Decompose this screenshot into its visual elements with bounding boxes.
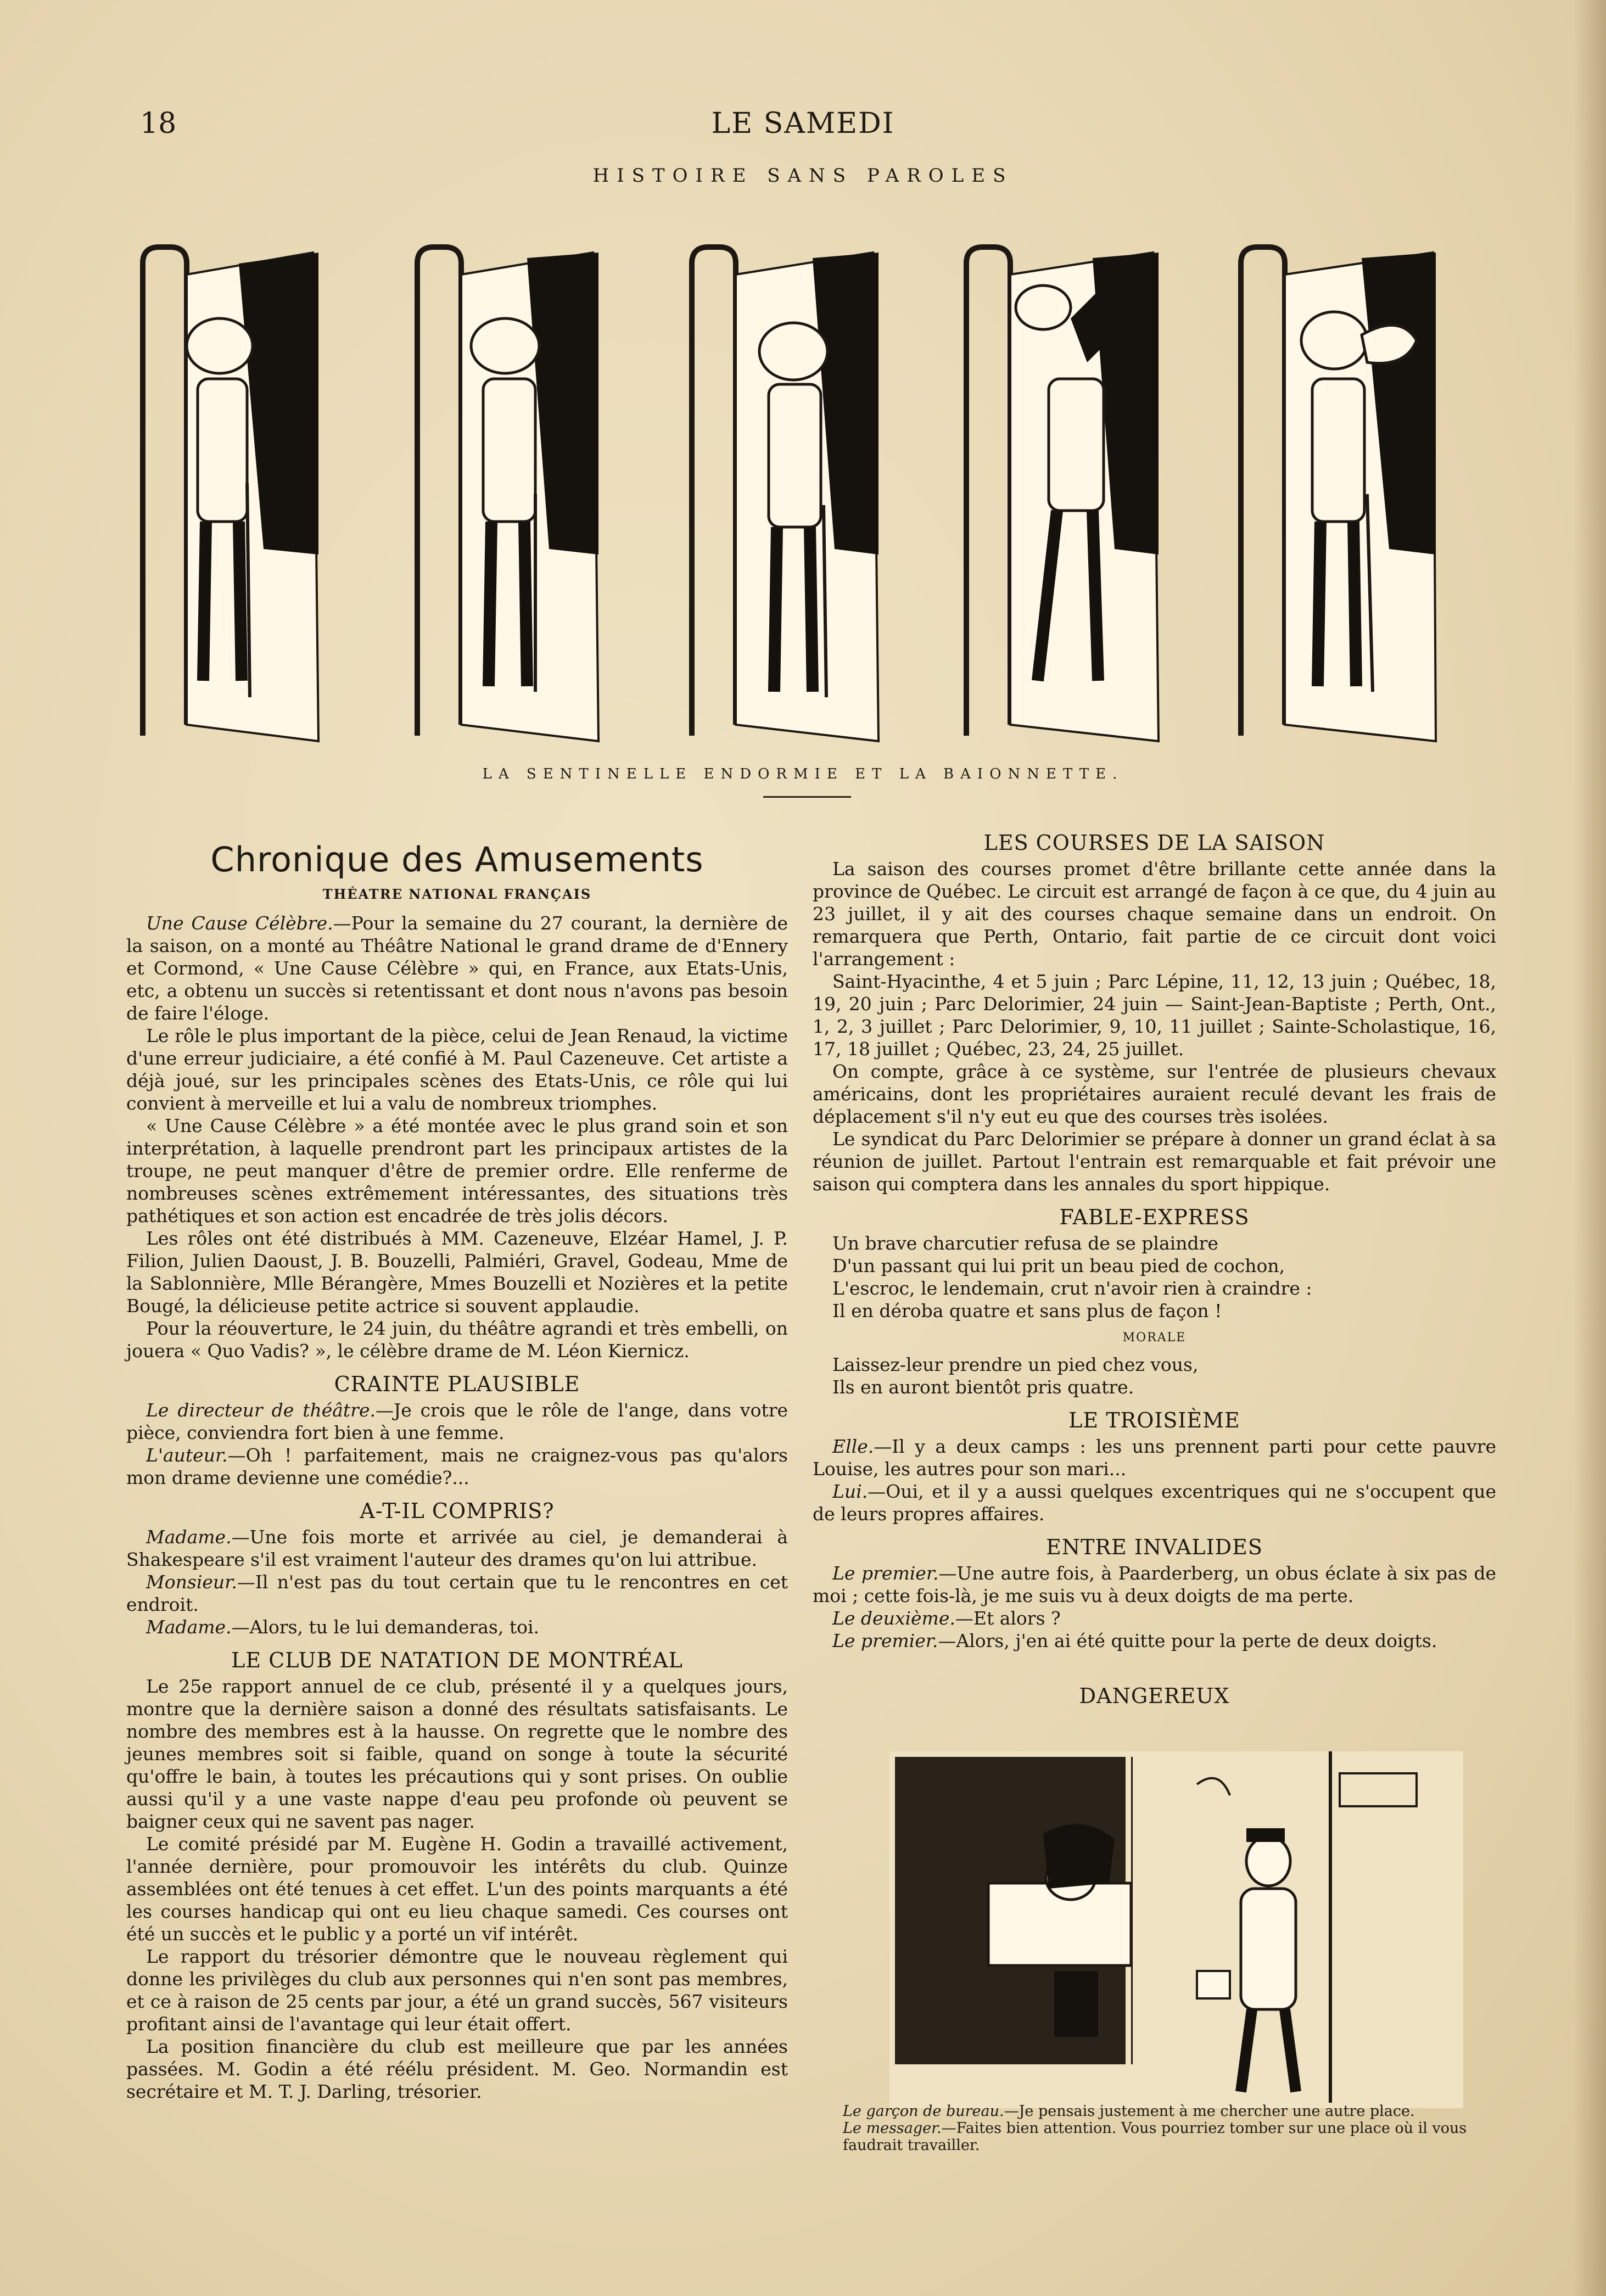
crainte-heading: CRAINTE PLAUSIBLE <box>334 1372 580 1396</box>
page-edge-shadow <box>1573 0 1606 2296</box>
section-title: Chronique des Amusements <box>210 839 704 880</box>
troisieme-heading: LE TROISIÈME <box>1068 1408 1240 1432</box>
theatre-heading: THÉATRE NATIONAL FRANÇAIS <box>322 886 592 902</box>
dialogue-line: L'auteur.—Oh ! parfaitement, mais ne craignez-vous pas qu'alors mon drame devienne une comédie?... <box>126 1444 788 1488</box>
courses-heading: LES COURSES DE LA SAISON <box>983 831 1325 855</box>
dialogue-line: Madame.—Une fois morte et arrivée au ciel, je demanderai à Shakespeare s'il est vraiment l'auteur des drames qu'on lui attribue. <box>126 1526 788 1570</box>
paragraph: La saison des courses promet d'être brillante cette année dans la province de Québec. Le circuit est arrangé de façon à ce que, du 4 juin au 23 juillet, il y ait des courses chaque semaine dans un endroit. On remarquera que Perth, Ontario, fait partie de ce circuit dont voici l'arrangement : <box>813 858 1496 970</box>
paragraph: Le 25e rapport annuel de ce club, présenté il y a quelques jours, montre que la dernière saison a donné des résultats satisfaisants. Le nombre des membres est à la hausse. On regrette que le nombre des jeunes membres soit si faible, quand on songe à toute la sécurité qu'offre le bain, à toutes les précautions qui y sont prises. On oublie aussi qu'il y a une vaste nappe d'eau peu profonde où peuvent se baigner ceux qui ne savent pas nager. <box>126 1676 788 1832</box>
page-number: 18 <box>140 107 177 140</box>
paragraph: Les rôles ont été distribués à MM. Cazeneuve, Elzéar Hamel, J. P. Filion, Julien Daoust, J. B. Bouzelli, Palmiéri, Gravel, Godeau, Mme de la Sablonnière, Mlle Bérangère, Mmes Bouzelli et Nozières et la petite Bougé, la délicieuse petite actrice si souvent applaudie. <box>126 1228 788 1317</box>
paragraph: Le comité présidé par M. Eugène H. Godin a travaillé activement, l'année dernière, pour promouvoir les intérêts du club. Quinze assemblées ont été tenues à cet effet. L'un des points marquants a été les courses handicap qui ont eu lieu chaque samedi. Ces courses ont été un succès et le public y a porté un vif intérêt. <box>126 1833 788 1945</box>
strip-caption: LA SENTINELLE ENDORMIE ET LA BAIONNETTE. <box>482 766 1124 782</box>
cartoon-caption <box>843 2103 1496 2154</box>
morale-label: MORALE <box>1122 1331 1187 1345</box>
dialogue-line: Monsieur.—Il n'est pas du tout certain que tu le rencontres en cet endroit. <box>126 1571 788 1615</box>
caption-line: Le garçon de bureau.—Je pensais justement à me chercher une autre place. <box>843 2103 1415 2120</box>
dangereux-heading: DANGEREUX <box>1079 1684 1230 1708</box>
paragraph: Une Cause Célèbre.—Pour la semaine du 27 courant, la dernière de la saison, on a monté au Théâtre National le grand drame de d'Ennery et Cormond, « Une Cause Célèbre » qui, en France, aux Etats-Unis, etc, a obtenu un succès si retentissant et dont nous n'avons pas besoin de faire l'éloge. <box>126 912 788 1024</box>
speaker: Le messager. <box>843 2120 942 2137</box>
speaker: Madame. <box>146 1616 232 1638</box>
verse-line: Ils en auront bientôt pris quatre. <box>832 1376 1134 1398</box>
speaker: Madame. <box>146 1526 232 1548</box>
verse-line: Un brave charcutier refusa de se plaindre <box>832 1233 1218 1254</box>
natation-heading: LE CLUB DE NATATION DE MONTRÉAL <box>231 1648 683 1672</box>
panel-1 <box>143 247 318 741</box>
compris-heading: A-T-IL COMPRIS? <box>360 1499 555 1523</box>
running-title: LE SAMEDI <box>711 107 895 140</box>
speaker: L'auteur. <box>146 1444 228 1466</box>
dialogue-line: Le premier.—Une autre fois, à Paarderberg, un obus éclate à six pas de moi ; cette fois-là, je me suis vu à deux doigts de ma perte. <box>813 1563 1496 1606</box>
dialogue-line: Le premier.—Alors, j'en ai été quitte pour la perte de deux doigts. <box>832 1630 1437 1651</box>
paragraph: « Une Cause Célèbre » a été montée avec le plus grand soin et son interprétation, à laquelle prendront part les principaux artistes de la troupe, ne peut manquer d'être de premier ordre. Elle renferme de nombreuses scènes extrêmement intéressantes, des situations très pathétiques et son action est encadrée de très jolis décors. <box>126 1115 788 1227</box>
paragraph: Saint-Hyacinthe, 4 et 5 juin ; Parc Lépine, 11, 12, 13 juin ; Québec, 18, 19, 20 juin ; Parc Delorimier, 24 juin — Saint-Jean-Baptiste ; Perth, Ont., 1, 2, 3 juillet ; Parc Delorimier, 9, 10, 11 juillet ; Sainte-Scholastique, 16, 17, 18 juillet ; Québec, 23, 24, 25 juillet. <box>813 971 1496 1060</box>
paragraph: On compte, grâce à ce système, sur l'entrée de plusieurs chevaux américains, dont les propriétaires auraient reculé devant les frais de déplacement s'il n'y eut eu que des courses très isolées. <box>813 1061 1496 1127</box>
strip-title: HISTOIRE SANS PAROLES <box>592 165 1014 187</box>
panel-5 <box>1241 247 1436 741</box>
dialogue-line: Lui.—Oui, et il y a aussi quelques excentriques qui ne s'occupent que de leurs propres affaires. <box>813 1481 1496 1525</box>
dialogue-line: Le deuxième.—Et alors ? <box>832 1608 1061 1629</box>
invalides-heading: ENTRE INVALIDES <box>1046 1535 1263 1559</box>
dialogue-line: Elle.—Il y a deux camps : les uns prennent parti pour cette pauvre Louise, les autres pour son mari... <box>813 1436 1496 1480</box>
speaker: Monsieur. <box>146 1571 237 1593</box>
speaker: Le directeur de théâtre. <box>146 1399 376 1421</box>
speaker: Elle. <box>832 1436 874 1457</box>
panel-4 <box>966 247 1159 741</box>
caption-line: Le messager.—Faites bien attention. Vous pourriez tomber sur une place où il vous faudrait travailler. <box>843 2120 1467 2154</box>
verse-line: L'escroc, le lendemain, crut n'avoir rien à craindre : <box>832 1278 1312 1299</box>
verse-line: D'un passant qui lui prit un beau pied de cochon, <box>832 1255 1285 1276</box>
right-column <box>813 832 1496 1711</box>
sentry-comic-strip <box>137 198 1493 747</box>
paragraph: Le rapport du trésorier démontre que le nouveau règlement qui donne les privilèges du club aux personnes qui n'en sont pas membres, et ce à raison de 25 cents par jour, a été un grand succès, 567 visiteurs profitant ainsi de l'avantage qui leur était offert. <box>126 1946 788 2035</box>
divider-rule <box>763 796 851 798</box>
speaker: Le deuxième. <box>832 1608 955 1629</box>
lead-title: Une Cause Célèbre. <box>146 912 333 934</box>
left-column <box>126 839 788 2103</box>
speaker: Le garçon de bureau. <box>843 2103 1004 2120</box>
dialogue-line: Madame.—Alors, tu le lui demanderas, toi. <box>146 1616 540 1638</box>
paragraph: Le rôle le plus important de la pièce, celui de Jean Renaud, la victime d'une erreur judiciaire, a été confié à M. Paul Cazeneuve. Cet artiste a déjà joué, sur les principales scènes des Etats-Unis, ce rôle qui lui convient à merveille et lui a valu de nombreux triomphes. <box>126 1025 788 1114</box>
paragraph: Pour la réouverture, le 24 juin, du théâtre agrandi et très embelli, on jouera « Quo Vadis? », le célèbre drame de M. Léon Kiernicz. <box>126 1318 788 1362</box>
speaker: Le premier. <box>832 1563 939 1584</box>
paragraph: La position financière du club est meilleure que par les années passées. M. Godin a été réélu président. M. Geo. Normandin est secrétaire et M. T. J. Darling, trésorier. <box>126 2036 788 2102</box>
verse-line: Laissez-leur prendre un pied chez vous, <box>832 1354 1199 1375</box>
panel-3 <box>692 247 878 741</box>
panel-2 <box>417 247 598 741</box>
speaker: Lui. <box>832 1481 868 1502</box>
office-cartoon <box>889 1751 1463 2108</box>
speaker: Le premier. <box>832 1630 938 1651</box>
paragraph: Le syndicat du Parc Delorimier se prépare à donner un grand éclat à sa réunion de juillet. Partout l'entrain est remarquable et fait prévoir une saison qui comptera dans les annales du sport hippique. <box>813 1128 1496 1195</box>
dialogue-line: Le directeur de théâtre.—Je crois que le rôle de l'ange, dans votre pièce, conviendra fort bien à une femme. <box>126 1399 788 1443</box>
fable-heading: FABLE-EXPRESS <box>1059 1205 1250 1229</box>
verse-line: Il en déroba quatre et sans plus de façon ! <box>832 1300 1222 1321</box>
